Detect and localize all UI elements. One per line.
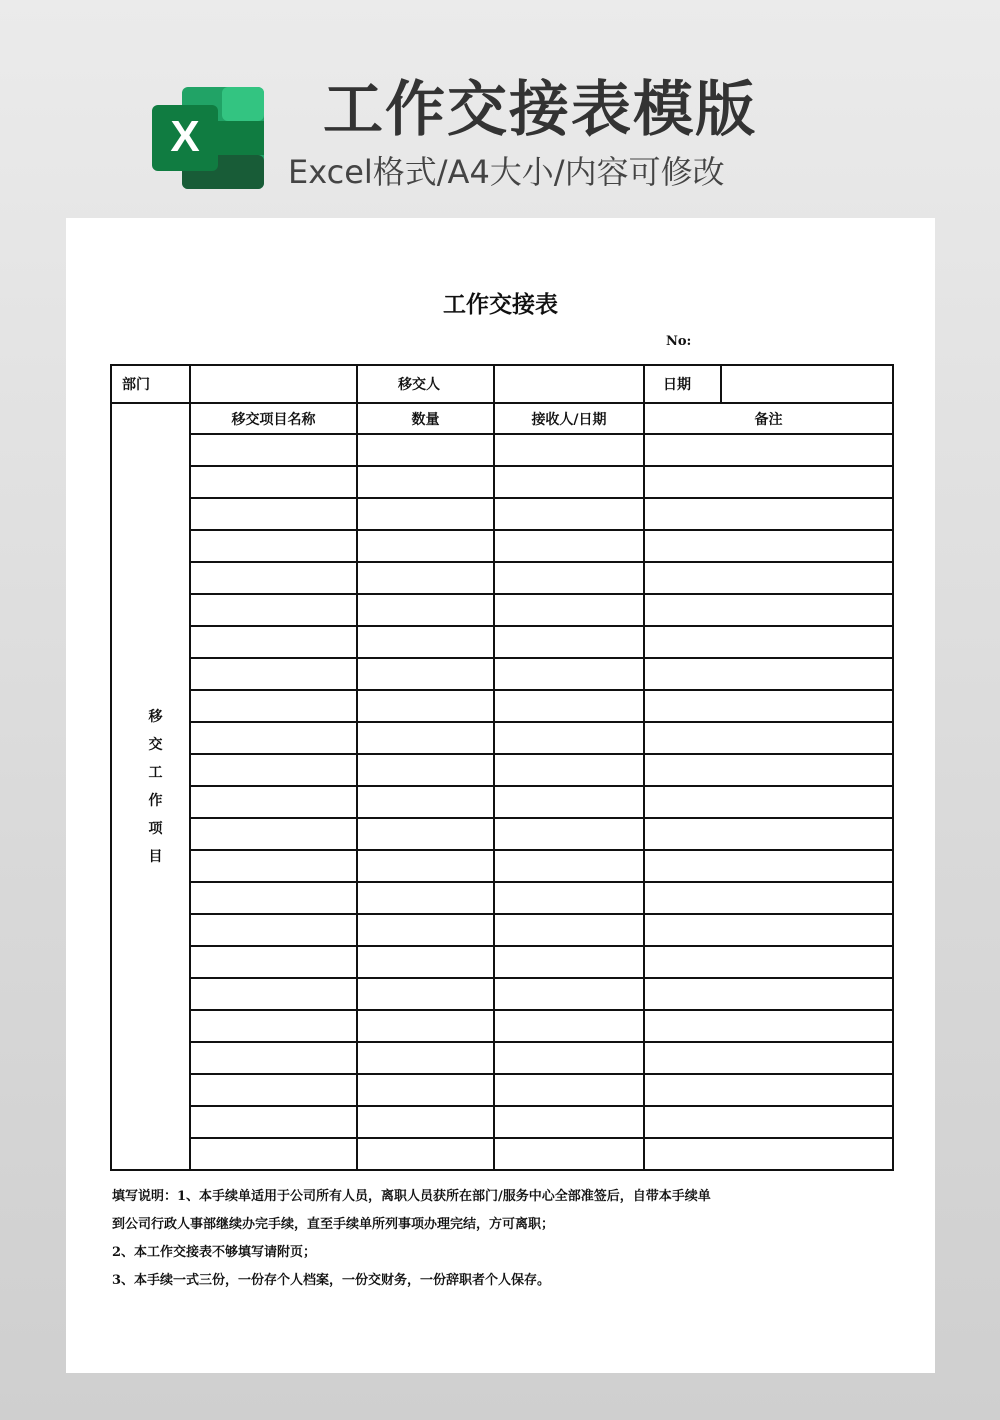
table-cell[interactable] xyxy=(494,946,644,978)
table-cell[interactable] xyxy=(357,1106,494,1138)
table-row xyxy=(111,850,893,882)
document-sheet xyxy=(66,218,935,1373)
transferor-label: 移交人 xyxy=(357,365,494,403)
note-line: 填写说明：1、本手续单适用于公司所有人员，离职人员获所在部门/服务中心全部准签后，自带本手续单 xyxy=(112,1189,711,1204)
column-header-row xyxy=(111,403,893,434)
document-number-label: No: xyxy=(666,334,692,349)
note-line: 2、本工作交接表不够填写请附页； xyxy=(112,1245,317,1260)
table-cell[interactable] xyxy=(190,946,357,978)
table-row xyxy=(111,946,893,978)
excel-logo-letter: X xyxy=(170,112,200,161)
table-cell[interactable] xyxy=(190,978,357,1010)
table-cell[interactable] xyxy=(357,786,494,818)
transferor-value[interactable] xyxy=(494,365,644,403)
table-row xyxy=(111,626,893,658)
table-cell[interactable] xyxy=(357,818,494,850)
table-cell[interactable] xyxy=(644,754,893,786)
table-cell[interactable] xyxy=(190,690,357,722)
table-cell[interactable] xyxy=(644,818,893,850)
table-cell[interactable] xyxy=(644,1138,893,1170)
table-cell[interactable] xyxy=(190,1106,357,1138)
table-cell[interactable] xyxy=(644,1074,893,1106)
table-cell[interactable] xyxy=(357,754,494,786)
column-header: 数量 xyxy=(357,403,494,434)
date-value[interactable] xyxy=(721,365,893,403)
document-title: 工作交接表 xyxy=(443,291,558,318)
table-cell[interactable] xyxy=(190,466,357,498)
table-cell[interactable] xyxy=(357,530,494,562)
table-row xyxy=(111,1074,893,1106)
table-cell[interactable] xyxy=(190,1138,357,1170)
table-cell[interactable] xyxy=(357,1074,494,1106)
table-row xyxy=(111,978,893,1010)
table-row xyxy=(111,498,893,530)
side-label: 移交工作项目 xyxy=(148,708,163,865)
table-cell[interactable] xyxy=(494,1074,644,1106)
table-cell[interactable] xyxy=(357,1042,494,1074)
table-row xyxy=(111,658,893,690)
table-row xyxy=(111,786,893,818)
table-cell[interactable] xyxy=(494,658,644,690)
table-cell[interactable] xyxy=(190,562,357,594)
side-label-cell xyxy=(111,403,190,1170)
table-cell[interactable] xyxy=(357,978,494,1010)
table-cell[interactable] xyxy=(190,818,357,850)
table-cell[interactable] xyxy=(357,498,494,530)
table-cell[interactable] xyxy=(357,850,494,882)
table-cell[interactable] xyxy=(190,754,357,786)
table-cell[interactable] xyxy=(494,466,644,498)
table-cell[interactable] xyxy=(190,530,357,562)
table-cell[interactable] xyxy=(494,1042,644,1074)
banner-subtitle: Excel格式/A4大小/内容可修改 xyxy=(288,153,725,191)
table-cell[interactable] xyxy=(357,722,494,754)
table-cell[interactable] xyxy=(494,978,644,1010)
table-row xyxy=(111,530,893,562)
handover-table xyxy=(110,364,894,1171)
table-row xyxy=(111,1042,893,1074)
note-line: 3、本手续一式三份，一份存个人档案，一份交财务，一份辞职者个人保存。 xyxy=(112,1273,551,1288)
table-cell[interactable] xyxy=(190,434,357,466)
table-cell[interactable] xyxy=(644,1042,893,1074)
table-cell[interactable] xyxy=(190,594,357,626)
table-cell[interactable] xyxy=(190,882,357,914)
table-cell[interactable] xyxy=(644,594,893,626)
table-cell[interactable] xyxy=(190,850,357,882)
table-cell[interactable] xyxy=(644,914,893,946)
table-cell[interactable] xyxy=(190,786,357,818)
table-row xyxy=(111,818,893,850)
table-cell[interactable] xyxy=(494,530,644,562)
table-cell[interactable] xyxy=(494,1106,644,1138)
table-row xyxy=(111,594,893,626)
table-cell[interactable] xyxy=(644,498,893,530)
table-cell[interactable] xyxy=(357,434,494,466)
table-cell[interactable] xyxy=(494,914,644,946)
table-cell[interactable] xyxy=(357,1138,494,1170)
table-cell[interactable] xyxy=(190,722,357,754)
table-row xyxy=(111,1138,893,1170)
table-cell[interactable] xyxy=(357,882,494,914)
department-value[interactable] xyxy=(190,365,357,403)
table-cell[interactable] xyxy=(190,1042,357,1074)
column-header: 移交项目名称 xyxy=(190,403,357,434)
table-cell[interactable] xyxy=(357,914,494,946)
table-row xyxy=(111,882,893,914)
column-header: 备注 xyxy=(644,403,893,434)
table-cell[interactable] xyxy=(357,1010,494,1042)
template-banner xyxy=(0,0,1000,215)
table-cell[interactable] xyxy=(190,626,357,658)
info-row xyxy=(111,365,893,403)
table-cell[interactable] xyxy=(494,498,644,530)
table-cell[interactable] xyxy=(644,722,893,754)
table-row xyxy=(111,1106,893,1138)
department-label: 部门 xyxy=(111,365,190,403)
table-cell[interactable] xyxy=(190,1010,357,1042)
table-cell[interactable] xyxy=(190,914,357,946)
table-row xyxy=(111,562,893,594)
table-cell[interactable] xyxy=(494,594,644,626)
table-row xyxy=(111,754,893,786)
table-cell[interactable] xyxy=(644,786,893,818)
table-cell[interactable] xyxy=(494,1010,644,1042)
table-cell[interactable] xyxy=(357,466,494,498)
table-cell[interactable] xyxy=(644,850,893,882)
table-cell[interactable] xyxy=(494,882,644,914)
table-cell[interactable] xyxy=(190,658,357,690)
table-cell[interactable] xyxy=(494,626,644,658)
table-row xyxy=(111,722,893,754)
table-cell[interactable] xyxy=(357,690,494,722)
table-row xyxy=(111,1010,893,1042)
table-cell[interactable] xyxy=(644,626,893,658)
table-cell[interactable] xyxy=(644,978,893,1010)
table-cell[interactable] xyxy=(644,946,893,978)
table-cell[interactable] xyxy=(644,562,893,594)
table-cell[interactable] xyxy=(494,1138,644,1170)
table-cell[interactable] xyxy=(190,1074,357,1106)
table-cell[interactable] xyxy=(644,658,893,690)
table-cell[interactable] xyxy=(494,434,644,466)
table-cell[interactable] xyxy=(494,754,644,786)
column-header: 接收人/日期 xyxy=(494,403,644,434)
date-label: 日期 xyxy=(644,365,721,403)
table-cell[interactable] xyxy=(494,786,644,818)
table-row xyxy=(111,466,893,498)
table-cell[interactable] xyxy=(644,434,893,466)
banner-title: 工作交接表模版 xyxy=(323,75,757,145)
table-cell[interactable] xyxy=(357,946,494,978)
table-cell[interactable] xyxy=(644,466,893,498)
table-row xyxy=(111,434,893,466)
table-cell[interactable] xyxy=(494,690,644,722)
table-cell[interactable] xyxy=(494,850,644,882)
table-cell[interactable] xyxy=(644,530,893,562)
fill-instructions xyxy=(112,1183,902,1295)
table-cell[interactable] xyxy=(494,562,644,594)
table-cell[interactable] xyxy=(357,562,494,594)
table-cell[interactable] xyxy=(357,626,494,658)
table-cell[interactable] xyxy=(644,882,893,914)
excel-logo-icon xyxy=(152,87,264,189)
table-cell[interactable] xyxy=(644,690,893,722)
table-row xyxy=(111,690,893,722)
table-cell[interactable] xyxy=(357,658,494,690)
table-cell[interactable] xyxy=(644,1106,893,1138)
table-cell[interactable] xyxy=(644,1010,893,1042)
table-cell[interactable] xyxy=(494,818,644,850)
table-cell[interactable] xyxy=(494,722,644,754)
table-cell[interactable] xyxy=(357,594,494,626)
note-line: 到公司行政人事部继续办完手续，直至手续单所列事项办理完结，方可离职； xyxy=(112,1217,555,1232)
table-row xyxy=(111,914,893,946)
table-cell[interactable] xyxy=(190,498,357,530)
